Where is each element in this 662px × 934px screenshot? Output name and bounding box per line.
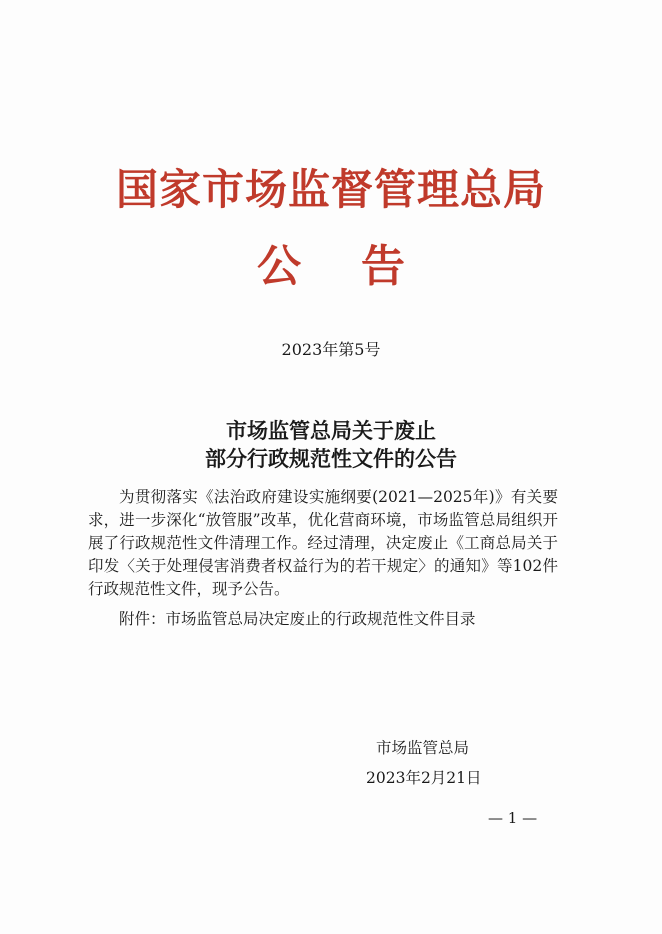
header-org-name: 国家市场监督管理总局	[115, 165, 546, 214]
doc-title-line-2: 部分行政规范性文件的公告	[205, 446, 457, 471]
page-number: — 1 —	[488, 809, 538, 827]
body-paragraph: 为贯彻落实《法治政府建设实施纲要(2021—2025年)》有关要求，进一步深化“放管服”改革，优化营商环境，市场监管总局组织开展了行政规范性文件清理工作。经过清理，决定废止《工商总局关于印发〈关于处理侵害消费者权益行为的若干规定〉的通知》等102件行政规范性文件，现予公告。	[88, 488, 558, 598]
doc-title-line-1: 市场监管总局关于废止	[226, 418, 436, 443]
doc-title	[0, 417, 662, 473]
header-doc-type: 公告	[257, 241, 465, 292]
issue-date: 2023年2月21日	[366, 769, 482, 787]
attachment-note: 附件：市场监管总局决定废止的行政规范性文件目录	[119, 610, 476, 628]
doc-number: 2023年第5号	[281, 340, 381, 359]
issuer-signature: 市场监管总局	[376, 739, 470, 757]
